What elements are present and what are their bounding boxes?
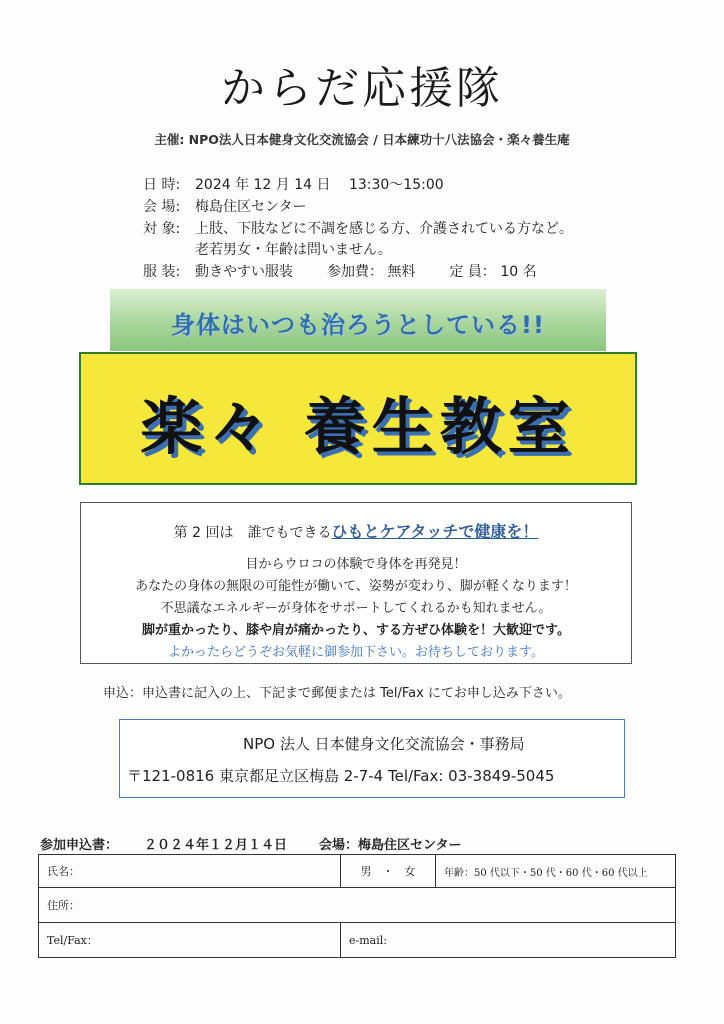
contact-name: NPO 法人 日本健身文化交流協会・事務局 [243, 735, 525, 753]
email-cell[interactable] [341, 923, 676, 958]
main-title: 楽々 養生教室 [140, 390, 576, 463]
info-venue-row [143, 196, 306, 216]
age-cell[interactable] [436, 855, 676, 888]
organizers-line: 主催: NPO法人日本健身文化交流協会 / 日本練功十八法協会・楽々養生庵 [154, 132, 570, 147]
session-line-4: 脚が重かったり、膝や肩が痛かったり、する方ぜひ体験を！大歓迎です。 [142, 623, 570, 638]
form-row-contact [39, 923, 676, 958]
venue-label: 会 場: [143, 199, 181, 215]
form-header-label: 参加申込書： [40, 838, 119, 853]
gender-cell[interactable] [341, 855, 436, 888]
form-row-address [39, 888, 676, 923]
dress-label: 服 装: [143, 264, 181, 280]
apply-instructions: 申込：申込書に記入の上、下記まで郵便または Tel/Fax にてお申し込み下さい。 [103, 686, 571, 701]
address-label: 住所： [47, 899, 80, 912]
capacity-value: 定 員： 10 名 [449, 264, 537, 280]
info-dress-row [143, 261, 537, 281]
form-row-name [39, 855, 676, 888]
info-target-row [143, 218, 573, 238]
form-header-date: ２０２４年１２月１４日 [144, 838, 288, 853]
session-line-2: あなたの身体の無限の可能性が働いて、姿勢が変わり、脚が軽くなります！ [135, 579, 577, 594]
tel-cell[interactable] [39, 923, 341, 958]
age-options: 年齢：50 代以下・50 代・60 代・60 代以上 [444, 867, 648, 879]
gender-options: 男 ・ 女 [360, 865, 416, 878]
name-label: 氏名： [47, 865, 80, 878]
date-label: 日 時: [143, 177, 181, 193]
session-prefix: 第 2 回は 誰でもできる [173, 525, 332, 541]
name-cell[interactable] [39, 855, 341, 888]
dress-value: 動きやすい服装 [195, 264, 293, 280]
date-value: 2024 年 12 月 14 日 13:30～15:00 [195, 177, 444, 193]
session-line-1: 目からウロコの体験で身体を再発見！ [245, 557, 467, 572]
venue-value: 梅島住区センター [195, 199, 307, 215]
target-value-1: 上肢、下肢などに不調を感じる方、介護されている方など。 [195, 221, 573, 237]
slogan: 身体はいつも治ろうとしている!! [171, 311, 545, 339]
application-form-table [38, 854, 676, 958]
session-line-3: 不思議なエネルギーが身体をサポートしてくれるかも知れません。 [160, 601, 552, 616]
contact-address: 〒121-0816 東京都足立区梅島 2-7-4 Tel/Fax: 03-3849-5045 [127, 767, 555, 785]
contact-box [119, 719, 625, 798]
address-cell[interactable] [39, 888, 676, 923]
form-header [40, 834, 462, 853]
form-header-venue: 会場：梅島住区センター [319, 838, 462, 853]
tel-label: Tel/Fax： [47, 934, 98, 947]
target-label: 対 象: [143, 221, 181, 237]
page-title: からだ応援隊 [221, 63, 503, 114]
fee-value: 参加費： 無料 [327, 264, 416, 280]
session-emphasis: ひもとケアタッチで健康を！ [331, 522, 539, 541]
session-line-5: よかったらどうぞお気軽に御参加下さい。お待ちしております。 [168, 645, 544, 660]
target-value-2: 老若男女・年齢は問いません。 [195, 242, 392, 258]
session-heading [80, 519, 632, 542]
email-label: e-mail: [349, 933, 387, 947]
info-date-row [143, 174, 444, 194]
